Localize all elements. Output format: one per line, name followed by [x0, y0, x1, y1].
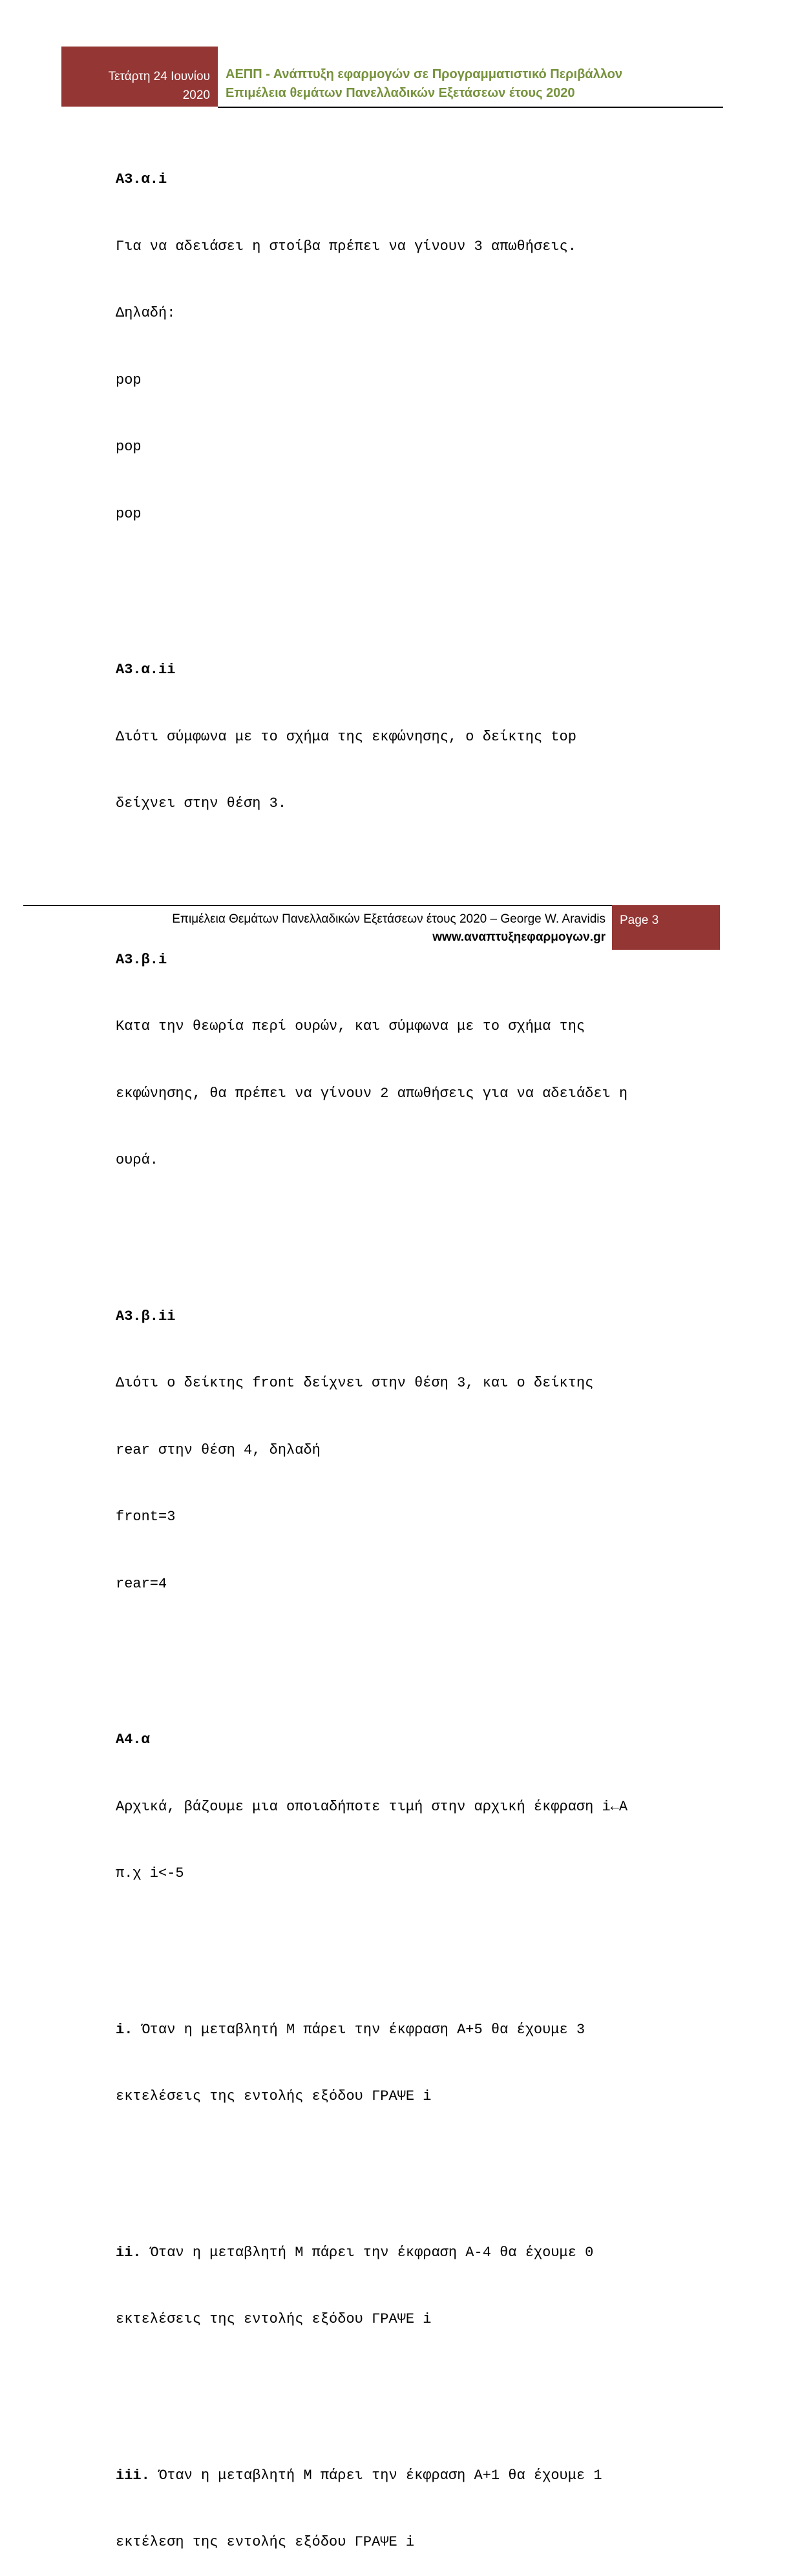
footer-website-link[interactable]: www.αναπτυξηεφαρμογων.gr [432, 930, 606, 944]
case-ii-text: Όταν η μεταβλητή Μ πάρει την έκφραση A-4 θα έχουμε 0 [141, 2244, 594, 2261]
header-date-line2: 2020 [182, 89, 210, 102]
blank-line [116, 570, 697, 592]
case-ii-line1 [116, 2242, 697, 2265]
case-i-text: Όταν η μεταβλητή Μ πάρει την έκφραση A+5 θα έχουμε 3 [132, 2021, 585, 2038]
page-number: Page 3 [620, 914, 659, 927]
body-line: Δηλαδή: [116, 305, 176, 321]
body-line: Αρχικά, βάζουμε μια οποιαδήποτε τιμή στην αρχική έκφραση i←A [116, 1798, 628, 1815]
header-title-line2: Επιμέλεια θεμάτων Πανελλαδικών Εξετάσεων έτους 2020 [226, 86, 575, 100]
case-iii-line2: εκτέλεση της εντολής εξόδου ΓΡΑΨΕ i [116, 2534, 415, 2550]
blank-line [116, 2153, 697, 2175]
body-line: ουρά. [116, 1152, 159, 1168]
code-line: pop [116, 505, 142, 522]
body-line: Διότι σύμφωνα με το σχήμα της εκφώνησης, ο δείκτης top [116, 728, 576, 745]
case-i-line2: εκτελέσεις της εντολής εξόδου ΓΡΑΨΕ i [116, 2088, 432, 2104]
document-body [116, 124, 697, 2576]
blank-line [116, 1930, 697, 1953]
case-ii-line2: εκτελέσεις της εντολής εξόδου ΓΡΑΨΕ i [116, 2311, 432, 2327]
body-line: δείχνει στην θέση 3. [116, 795, 287, 812]
blank-line [116, 1217, 697, 1239]
body-line: Κατα την θεωρία περί ουρών, και σύμφωνα με το σχήμα της [116, 1018, 585, 1034]
case-i-label: i. [116, 2021, 133, 2038]
blank-line [116, 2376, 697, 2398]
section-heading-a3bi: A3.β.i [116, 951, 167, 968]
case-i-line1 [116, 2019, 697, 2042]
header-title [226, 65, 717, 103]
body-line: Για να αδειάσει η στοίβα πρέπει να γίνουν 3 απωθήσεις. [116, 238, 576, 255]
code-line: rear=4 [116, 1575, 167, 1592]
footer-divider [23, 905, 612, 906]
case-ii-label: ii. [116, 2244, 142, 2261]
section-heading-a3ai: A3.α.i [116, 171, 167, 187]
section-heading-a4a: A4.α [116, 1732, 150, 1748]
page-number-box [612, 905, 720, 950]
header-date-box [61, 47, 218, 107]
case-iii-text: Όταν η μεταβλητή Μ πάρει την έκφραση A+1 θα έχουμε 1 [149, 2467, 602, 2484]
header-date-line1: Τετάρτη 24 Ιουνίου [108, 70, 210, 83]
footer-credits [129, 910, 606, 947]
header-divider [218, 107, 723, 108]
body-line: εκφώνησης, θα πρέπει να γίνουν 2 απωθήσεις για να αδειάδει η [116, 1085, 628, 1102]
blank-line [116, 860, 697, 883]
code-line: front=3 [116, 1509, 176, 1525]
footer-credit: Επιμέλεια Θεμάτων Πανελλαδικών Εξετάσεων έτους 2020 – George W. Aravidis [172, 912, 606, 926]
body-line: Διότι ο δείκτης front δείχνει στην θέση 3, και ο δείκτης [116, 1375, 594, 1391]
code-line: pop [116, 439, 142, 455]
body-line: rear στην θέση 4, δηλαδή [116, 1441, 321, 1458]
header-title-line1: ΑΕΠΠ - Ανάπτυξη εφαρμογών σε Προγραμματιστικό Περιβάλλον [226, 67, 622, 81]
body-line: π.χ i<-5 [116, 1865, 184, 1881]
case-iii-line1 [116, 2465, 697, 2487]
blank-line [116, 1640, 697, 1662]
section-heading-a3bii: A3.β.ii [116, 1308, 176, 1325]
case-iii-label: iii. [116, 2467, 150, 2484]
section-heading-a3aii: A3.α.ii [116, 662, 176, 678]
code-line: pop [116, 372, 142, 388]
